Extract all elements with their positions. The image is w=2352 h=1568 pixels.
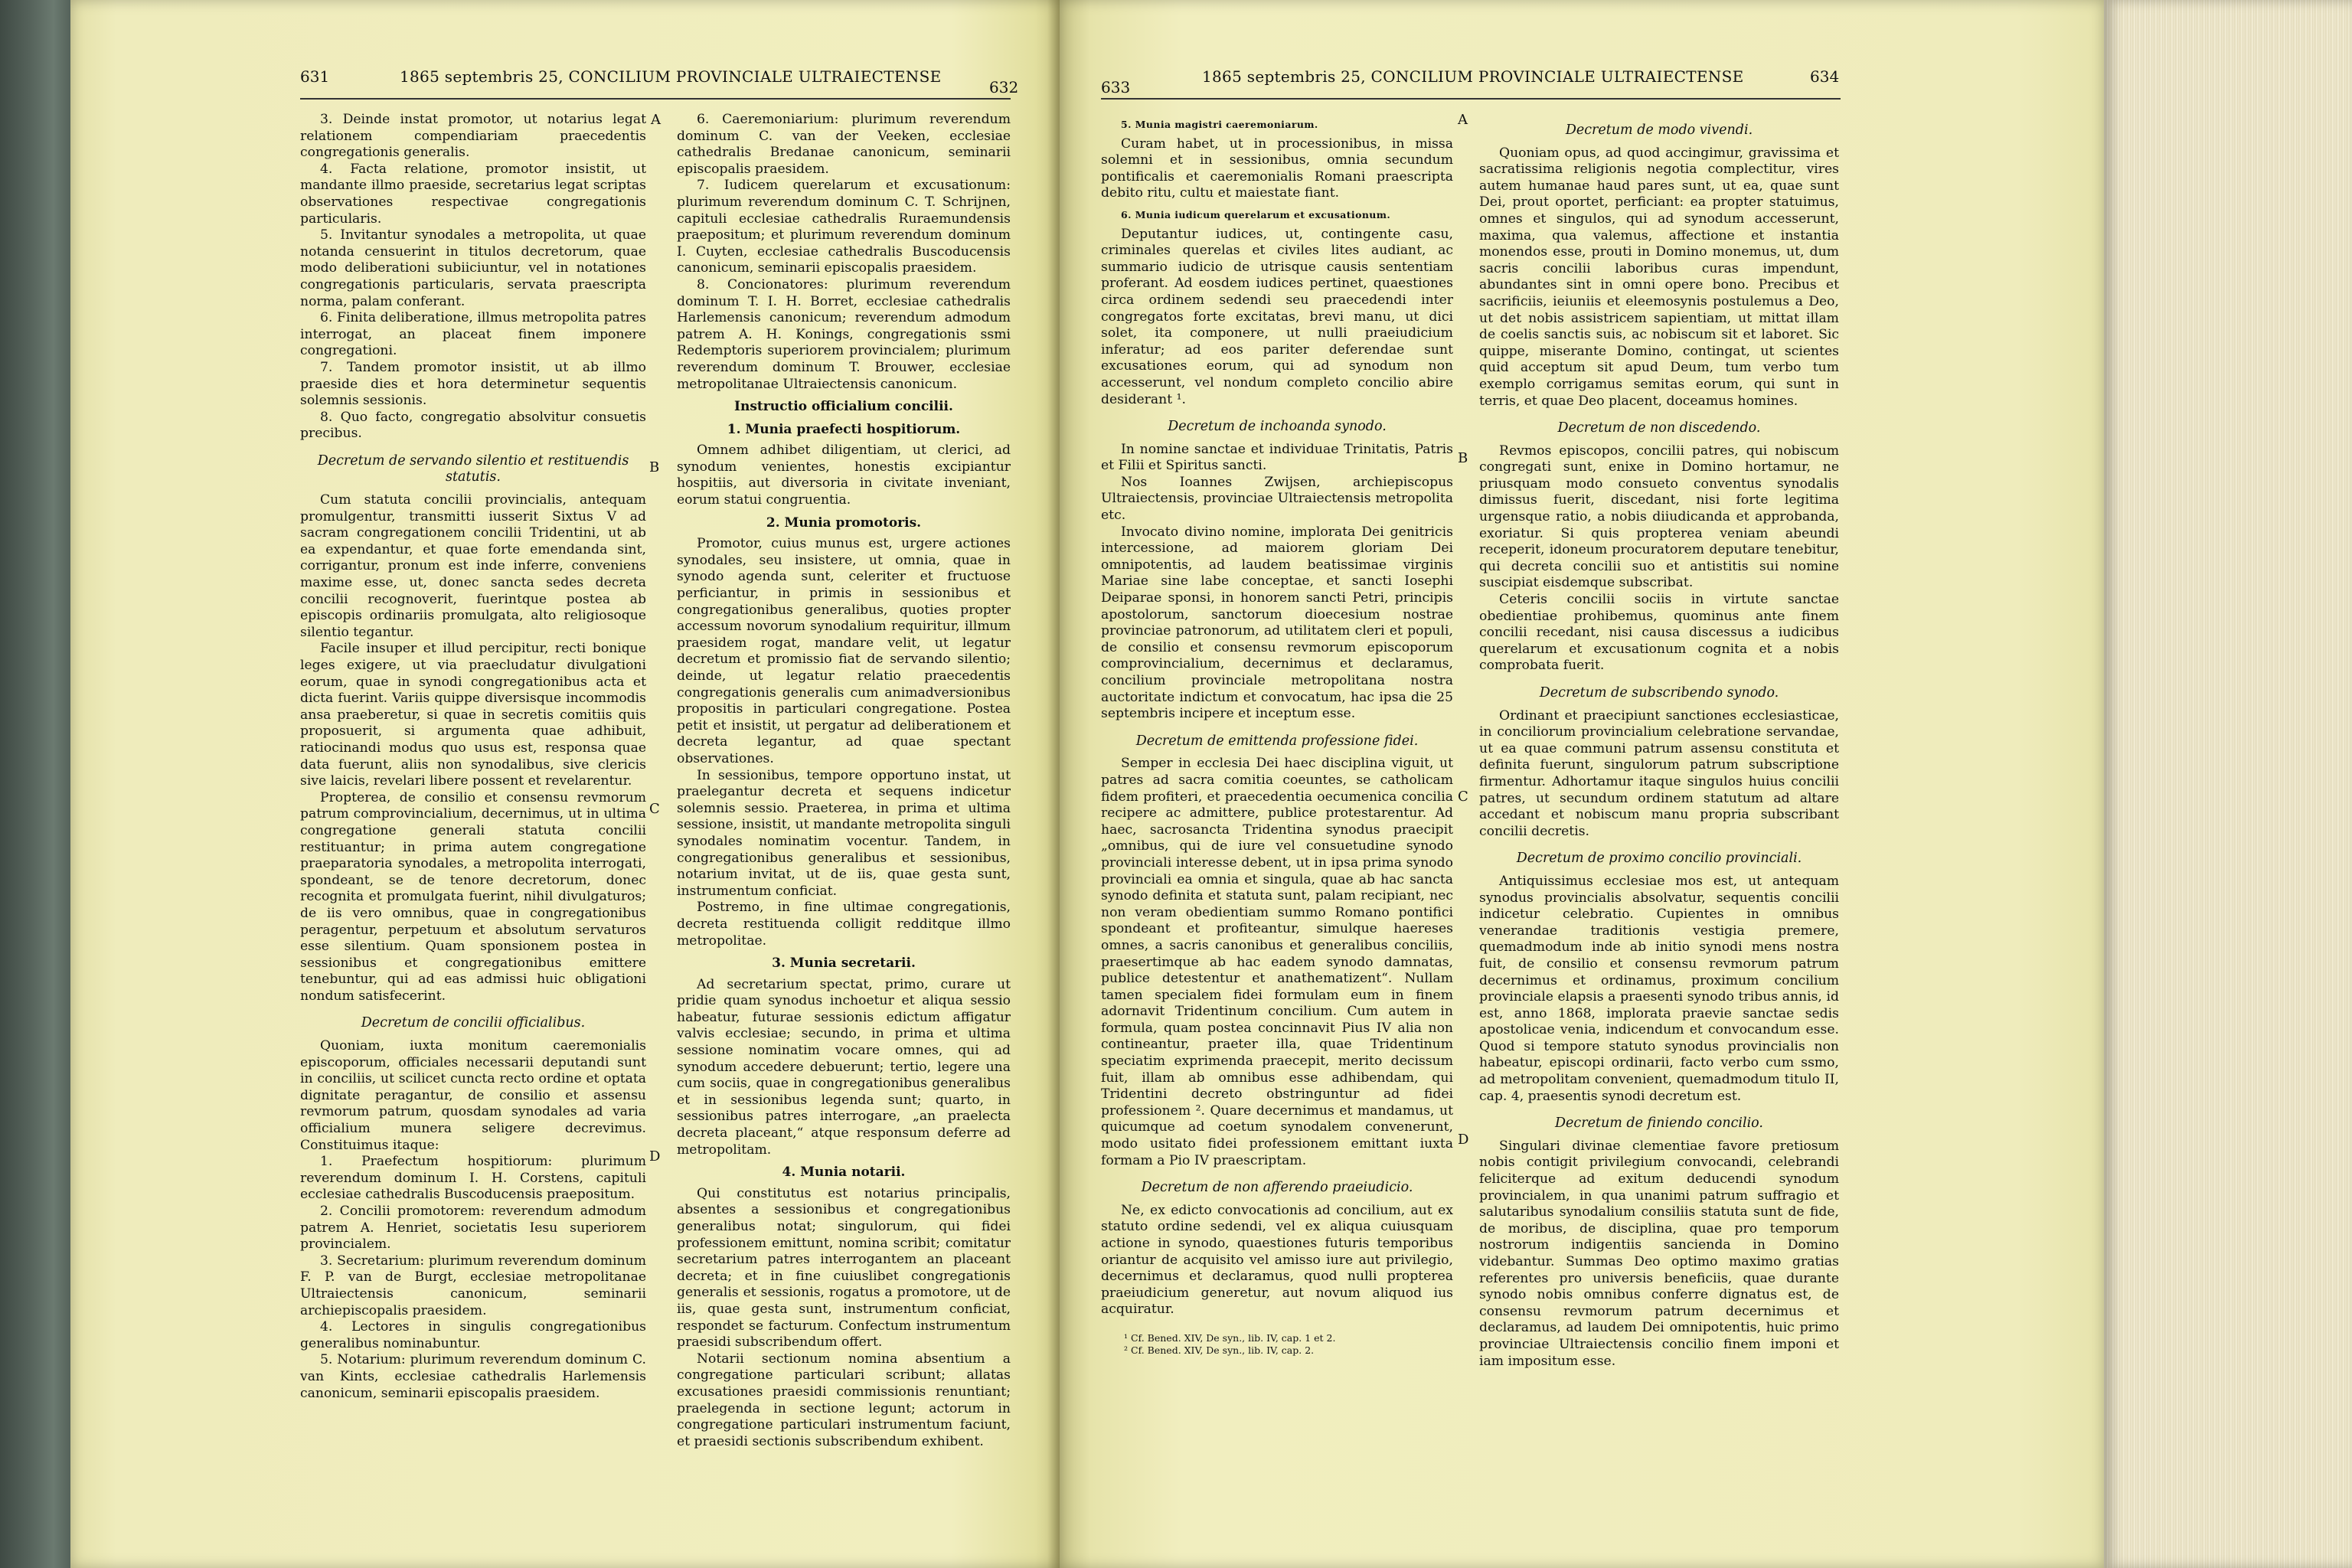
page-number: 634	[1810, 67, 1840, 86]
paragraph: 3. Deinde instat promotor, ut notarius legat relationem compendiariam praecedentis congregationis generalis.	[300, 112, 646, 161]
section-heading: Decretum de concilii officialibus.	[361, 1015, 586, 1031]
page-number: 633	[1101, 78, 1131, 96]
paragraph: Postremo, in fine ultimae congregationis, decreta restituenda colligit redditque illmo metropolitae.	[677, 900, 1011, 949]
footnotes	[1101, 1332, 1453, 1357]
running-head: 1865 septembris 25, CONCILIUM PROVINCIALE ULTRAIECTENSE	[400, 67, 942, 86]
margin-mark: D	[649, 1148, 661, 1165]
section-heading: Decretum de servando silentio et restituendis statutis.	[317, 452, 629, 485]
paragraph: Quoniam, iuxta monitum caeremonialis episcoporum, officiales necessarii deputandi sunt in conciliis, ut scilicet cuncta recto ordine et optata dignitate peragantur, de consilio et assensu revmorum patrum, quosdam synodales ad varia officialium munera seligere decrevimus. Constituimus itaque:	[300, 1038, 646, 1153]
subsection-heading: 6. Munia iudicum querelarum et excusationum.	[1121, 208, 1391, 220]
paragraph: Revmos episcopos, concilii patres, qui nobiscum congregati sunt, enixe in Domino hortamur, ne priusquam modo consueto conventus synodalis dimissus fuerit, discedant, nisi forte legitima urgensque ratio, a nobis diiudicanda et approbanda, exoriatur. Si quis propterea veniam abeundi receperit, idoneum procuratorem deputare tenebitur, qui decreta concilii suo et antistitis sui nomine suscipiat eisdemque subscribat.	[1479, 443, 1839, 591]
right-column-2	[1479, 112, 1839, 1370]
paragraph: Nos Ioannes Zwijsen, archiepiscopus Ultraiectensis, provinciae Ultraiectensis metropolita etc.	[1101, 474, 1453, 524]
margin-mark: B	[649, 459, 660, 475]
subsection-heading: 3. Munia secretarii.	[772, 956, 916, 972]
paragraph: Ceteris concilii sociis in virtute sanctae obedientiae prohibemus, quominus ante finem concilii recedant, nisi causa discessus a iudicibus querelarum et excusationum cognita et a nobis comprobata fuerit.	[1479, 592, 1839, 674]
paragraph: Omnem adhibet diligentiam, ut clerici, ad synodum venientes, honestis excipiantur hospitiis, aut diversoria in civitate inveniant, eorum statui congruentia.	[677, 443, 1011, 508]
paragraph: Notarii sectionum nomina absentium a congregatione particulari scribunt; allatas excusationes praesidi commissionis renuntiant; praelegenda in sectione legunt; actorum in congregatione particulari instrumentum faciunt, et praesidi sectionis subscribendum exhibent.	[677, 1351, 1011, 1449]
section-heading: Decretum de modo vivendi.	[1565, 122, 1753, 138]
paragraph: 4. Lectores in singulis congregationibus generalibus nominabuntur.	[300, 1319, 646, 1351]
section-heading: Decretum de emittenda professione fidei.	[1135, 733, 1419, 749]
paragraph: In nomine sanctae et individuae Trinitatis, Patris et Filii et Spiritus sancti.	[1101, 441, 1453, 474]
paragraph: Ne, ex edicto convocationis ad concilium, aut ex statuto ordine sedendi, vel ex aliqua cuiusquam actione in synodo, quaestiones futuris temporibus oriantur de acquisito vel amisso iure aut privilegio, decernimus et declaramus, quod nulli propterea praeiudicium generetur, aut novum aliquod ius acquiratur.	[1101, 1202, 1453, 1318]
section-heading: Decretum de non afferendo praeiudicio.	[1141, 1180, 1413, 1196]
margin-mark: B	[1458, 450, 1468, 466]
page-number: 632	[989, 78, 1019, 96]
paragraph: Quoniam opus, ad quod accingimur, gravissima et sacratissima religionis negotia complectitur, vires autem humanae haud pares sunt, ut ea, quae sunt Dei, prout oportet, perficiant: ea propter statuimus, omnes et singulos, qui ad synodum accesserunt, maxima, qua valemus, affectione et instantia monendos esse, prouti in Domino monemus, ut, dum sacris concilii laboribus curas impendunt, abundantes sint in omni opere bono. Precibus et sacrificiis, ieiuniis et eleemosynis postulemus a Deo, ut det nobis assistricem sapientiam, ut mittat illam de coelis sanctis suis, ac nobiscum sit et laboret. Sic quippe, miserante Domino, contingat, ut scientes quid acceptum sit apud Deum, tum verbo tum exemplo corrigamus semitas eorum, qui sunt in terris, et quae Deo placent, doceamus homines.	[1479, 145, 1839, 409]
paragraph: Antiquissimus ecclesiae mos est, ut antequam synodus provincialis absolvatur, sequentis concilii indicetur celebratio. Cupientes in omnibus venerandae traditionis vestigia premere, quemadmodum inde ab initio synodi mens nostra fuit, de consilio et consensu revmorum patrum decernimus et ordinamus, proximum concilium provinciale elapsis a praesenti synodo tribus annis, id est, anno 1868, implorata praevie sanctae sedis apostolicae venia, indicendum et convocandum esse. Quod si tempore statuto synodus provincialis non habeatur, episcopi ordinarii, facto verbo cum ssmo, ad metropolitam convenient, quemadmodum titulo II, cap. 4, praesentis synodi decretum est.	[1479, 873, 1839, 1104]
left-column-2	[677, 112, 1011, 1450]
margin-mark: A	[651, 112, 661, 128]
paragraph: Cum statuta concilii provincialis, antequam promulgentur, transmitti iusserit Sixtus V ad sacram congregationem concilii Tridentini, ut ab ea expendantur, et quae forte emendanda sint, corrigantur, pronum est inde inferre, conveniens maxime esse, ut, donec sancta sedes decreta concilii recognoverit, fuerintque postea ab episcopis ordinariis promulgata, alto religiosoque silentio tegantur.	[300, 492, 646, 640]
right-column-1	[1101, 112, 1453, 1357]
paragraph: 1. Praefectum hospitiorum: plurimum reverendum dominum I. H. Corstens, capituli ecclesiae cathedralis Buscoducensis praepositum.	[300, 1154, 646, 1203]
paragraph: In sessionibus, tempore opportuno instat, ut praelegantur decreta et sequens indicetur solemnis sessio. Praeterea, in prima et ultima sessione, insistit, ut mandante metropolita singuli synodales nominatim vocentur. Tandem, in congregationibus generalibus et sessionibus, notarium invitat, ut de iis, quae gesta sunt, instrumentum conficiat.	[677, 767, 1011, 899]
section-heading: Instructio officialium concilii.	[734, 399, 953, 415]
paragraph: Qui constitutus est notarius principalis, absentes a sessionibus et congregationibus generalibus notat; singulorum, qui fidei professionem emittunt, nomina scribit; comitatur secretarium patres interrogantem an placeant decreta; et in fine cuiuslibet congregationis generalis et sessionis, rogatus a promotore, ut de iis, quae gesta sunt, instrumentum conficiat, respondet se facturum. Confectum instrumentum praesidi subscribendum offert.	[677, 1185, 1011, 1351]
page-number: 631	[300, 67, 330, 86]
paragraph: Deputantur iudices, ut, contingente casu, criminales querelas et civiles lites audiant, ac summario iudicio de utrisque causis sententiam proferant. Ad eosdem iudices pertinet, quaestiones circa ordinem sedendi seu praecedendi inter congregatos forte excitatas, brevi manu, ut dici solet, ita componere, ut nulli praeiudicium inferatur; ad eos pariter deferendae sunt excusationes eorum, qui ad synodum non accesserunt, vel nondum completo concilio abire desiderant ¹.	[1101, 226, 1453, 407]
paragraph: Promotor, cuius munus est, urgere actiones synodales, seu insistere, ut omnia, quae in synodo agenda sunt, celeriter et fructuose perficiantur, in primis in sessionibus et congregationibus generalibus, quoties propter accessum novorum synodalium requiritur, illmum praesidem rogat, mandare velit, ut legatur decretum et promissio fiat de servando silentio; deinde, ut legatur relatio praecedentis congregationis generalis cum animadversionibus propositis in particulari congregatione. Postea petit et insistit, ut pergatur ad deliberationem et decreta legantur, ad quae spectant observationes.	[677, 536, 1011, 766]
page-edges	[2104, 0, 2352, 1568]
paragraph: Invocato divino nomine, implorata Dei genitricis intercessione, ad maiorem gloriam Dei omnipotentis, ad laudem beatissimae virginis Mariae sine labe conceptae, et sancti Iosephi Deiparae sponsi, in honorem sancti Petri, principis apostolorum, sanctorum dioecesium nostrae provinciae patronorum, ad utilitatem cleri et populi, de consilio et consensu revmorum episcoporum comprovincialium, decernimus et declaramus, concilium provinciale metropolitana nostra auctoritate indictum et convocatum, hac ipsa die 25 septembris incipere et inceptum esse.	[1101, 524, 1453, 722]
section-heading: Decretum de proximo concilio provinciali.	[1516, 851, 1802, 867]
section-heading: Decretum de finiendo concilio.	[1555, 1116, 1763, 1132]
paragraph: 2. Concilii promotorem: reverendum admodum patrem A. Henriet, societatis Iesu superiorem provincialem.	[300, 1204, 646, 1253]
header-rule	[1101, 98, 1841, 100]
subsection-heading: 1. Munia praefecti hospitiorum.	[727, 421, 961, 437]
paragraph: 7. Tandem promotor insistit, ut ab illmo praeside dies et hora determinetur sequentis solemnis sessionis.	[300, 359, 646, 409]
subsection-heading: 5. Munia magistri caeremoniarum.	[1121, 119, 1318, 130]
paragraph: 8. Quo facto, congregatio absolvitur consuetis precibus.	[300, 409, 646, 442]
header-rule	[300, 98, 1011, 100]
section-heading: Decretum de inchoanda synodo.	[1168, 419, 1387, 435]
footnote: ² Cf. Bened. XIV, De syn., lib. IV, cap. 2.	[1124, 1344, 1315, 1356]
paragraph: 5. Notarium: plurimum reverendum dominum C. van Kints, ecclesiae cathedralis Harlemensis canonicum, seminarii episcopalis praesidem.	[300, 1352, 646, 1401]
paragraph: 7. Iudicem querelarum et excusationum: plurimum reverendum dominum C. T. Schrijnen, capituli ecclesiae cathedralis Ruraemundensis praepositum; et plurimum reverendum dominum I. Cuyten, ecclesiae cathedralis Buscoducensis canonicum, seminarii episcopalis praesidem.	[677, 178, 1011, 276]
paragraph: 4. Facta relatione, promotor insistit, ut mandante illmo praeside, secretarius legat scriptas observationes respectivae congregationis particularis.	[300, 161, 646, 227]
paragraph: Singulari divinae clementiae favore pretiosum nobis contigit privilegium convocandi, celebrandi feliciterque ad exitum deducendi synodum provincialem, in qua unanimi patrum suffragio et salutaribus synodalium consiliis statuta sunt de fide, de moribus, de disciplina, quae pro temporum nostrorum indigentiis sancienda in Domino videbantur. Summas Deo optimo maximo gratias referentes pro universis beneficiis, quae durante synodo nobis omnibus conferre dignatus est, de consensu revmorum patrum decernimus et declaramus, ad laudem Dei omnipotentis, huic primo provinciae Ultraiectensis concilio finem imponi et iam impositum esse.	[1479, 1138, 1839, 1369]
margin-mark: C	[1458, 789, 1468, 805]
left-column-1	[300, 112, 646, 1402]
section-heading: Decretum de non discedendo.	[1557, 420, 1761, 436]
paragraph: 6. Caeremoniarium: plurimum reverendum dominum C. van der Veeken, ecclesiae cathedralis Bredanae canonicum, seminarii episcopalis praesidem.	[677, 112, 1011, 177]
paragraph: Semper in ecclesia Dei haec disciplina viguit, ut patres ad sacra comitia coeuntes, se catholicam fidem profiteri, et praecedentia oecumenica concilia recipere ac admittere, publice protestarentur. Ad haec, sacrosancta Tridentina synodus praecipit „omnibus, qui de iure vel consuetudine synodo provinciali interesse debent, ut in ipsa prima synodo provinciali ea omnia et singula, quae ab hac sancta synodo definita et statuta sunt, palam recipiant, nec non veram obedientiam summo Romano pontifici spondeant et profiteantur, simulque haereses omnes, a sacris canonibus et generalibus conciliis, praesertimque ab hac eadem synodo damnatas, publice detestentur et anathematizent“. Nullam tamen specialem fidei formulam eum in finem adornavit Tridentinum concilium. Cum autem in formula, quam postea concinnavit Pius IV alia non contineantur, praeter illa, quae Tridentinum speciatim exprimenda praecepit, merito decissum fuit, illam ab omnibus esse adhibendam, qui Tridentini decreto obstringuntur ad fidei professionem ². Quare decernimus et mandamus, ut quicumque ad coetum synodalem convenerunt, modo usitato fidei professionem emittant iuxta formam a Pio IV praescriptam.	[1101, 756, 1453, 1168]
subsection-heading: 2. Munia promotoris.	[766, 514, 922, 531]
left-page-header	[70, 67, 1060, 98]
footnote: ¹ Cf. Bened. XIV, De syn., lib. IV, cap. 1 et 2.	[1124, 1331, 1336, 1344]
paragraph: 5. Invitantur synodales a metropolita, ut quae notanda censuerint in titulos decretorum, quae modo deliberationi subiiciuntur, vel in notationes congregationis particularis, servata praescripta norma, palam conferant.	[300, 227, 646, 309]
margin-mark: D	[1458, 1132, 1469, 1148]
margin-mark: C	[649, 801, 660, 817]
paragraph: Propterea, de consilio et consensu revmorum patrum comprovincialium, decernimus, ut in ultima congregatione generali statuta concilii restituantur; in prima autem congregatione praeparatoria synodales, a metropolita interrogati, spondeant, se de tenore decretorum, donec recognita et promulgata fuerint, nihil divulgaturos; de iis vero omnibus, quae in congregationibus peragentur, perpetuum et absolutum servaturos esse silentium. Quam sponsionem postea in sessionibus et congregationibus emittere tenebuntur, qui ad eas admissi huic obligationi nondum satisfecerint.	[300, 789, 646, 1004]
right-page	[1060, 0, 2104, 1568]
paragraph: Ordinant et praecipiunt sanctiones ecclesiasticae, in conciliorum provincialium celebratione servandae, ut ea quae communi patrum assensu constituta et definita fuerunt, singulorum patrum subscriptione firmentur. Adhortamur itaque singulos huius concilii patres, ut secundum ordinem statutum ad altare accedant et nobiscum manu propria subscribant concilii decretis.	[1479, 707, 1839, 839]
left-page	[70, 0, 1060, 1568]
paragraph: Ad secretarium spectat, primo, curare ut pridie quam synodus inchoetur et aliqua sessio habeatur, futurae sessionis edictum affigatur valvis ecclesiae; secundo, in prima et ultima sessione nominatim vocare omnes, qui ad synodum accedere debuerunt; tertio, legere una cum sociis, quae in congregationibus generalibus et in sessionibus legenda sunt; quarto, in sessionibus patres interrogare, „an praelecta decreta placeant,“ atque responsum deferre ad metropolitam.	[677, 976, 1011, 1158]
paragraph: 6. Finita deliberatione, illmus metropolita patres interrogat, an placeat finem imponere congregationi.	[300, 310, 646, 359]
section-heading: Decretum de subscribendo synodo.	[1539, 685, 1779, 701]
paragraph: 3. Secretarium: plurimum reverendum dominum F. P. van de Burgt, ecclesiae metropolitanae Ultraiectensis canonicum, seminarii archiepiscopalis praesidem.	[300, 1253, 646, 1318]
subsection-heading: 4. Munia notarii.	[782, 1165, 906, 1181]
paragraph: Facile insuper et illud percipitur, recti bonique leges exigere, ut via praecludatur divulgationi eorum, quae in synodi congregationibus acta et dicta fuerint. Variis quippe diversisque incommodis ansa praeberetur, si quae in secretis comitiis quis proposuerit, si argumenta quae adhibuit, ratiocinandi modus quo usus est, responsa quae data fuerunt, aliis non synodalibus, sive clericis sive laicis, revelari libere possent et revelarentur.	[300, 641, 646, 789]
paragraph: Curam habet, ut in processionibus, in missa solemni et in sessionibus, omnia secundum pontificalis et caeremonialis Romani praescripta debito ritu, cultu et maiestate fiant.	[1101, 136, 1453, 201]
paragraph: 8. Concionatores: plurimum reverendum dominum T. I. H. Borret, ecclesiae cathedralis Harlemensis canonicum; reverendum admodum patrem A. H. Konings, congregationis ssmi Redemptoris superiorem provincialem; plurimum reverendum dominum T. Brouwer, ecclesiae metropolitanae Ultraiectensis canonicum.	[677, 276, 1011, 392]
margin-mark: A	[1458, 112, 1468, 128]
running-head: 1865 septembris 25, CONCILIUM PROVINCIALE ULTRAIECTENSE	[1202, 67, 1744, 86]
right-page-header	[1060, 67, 2104, 98]
